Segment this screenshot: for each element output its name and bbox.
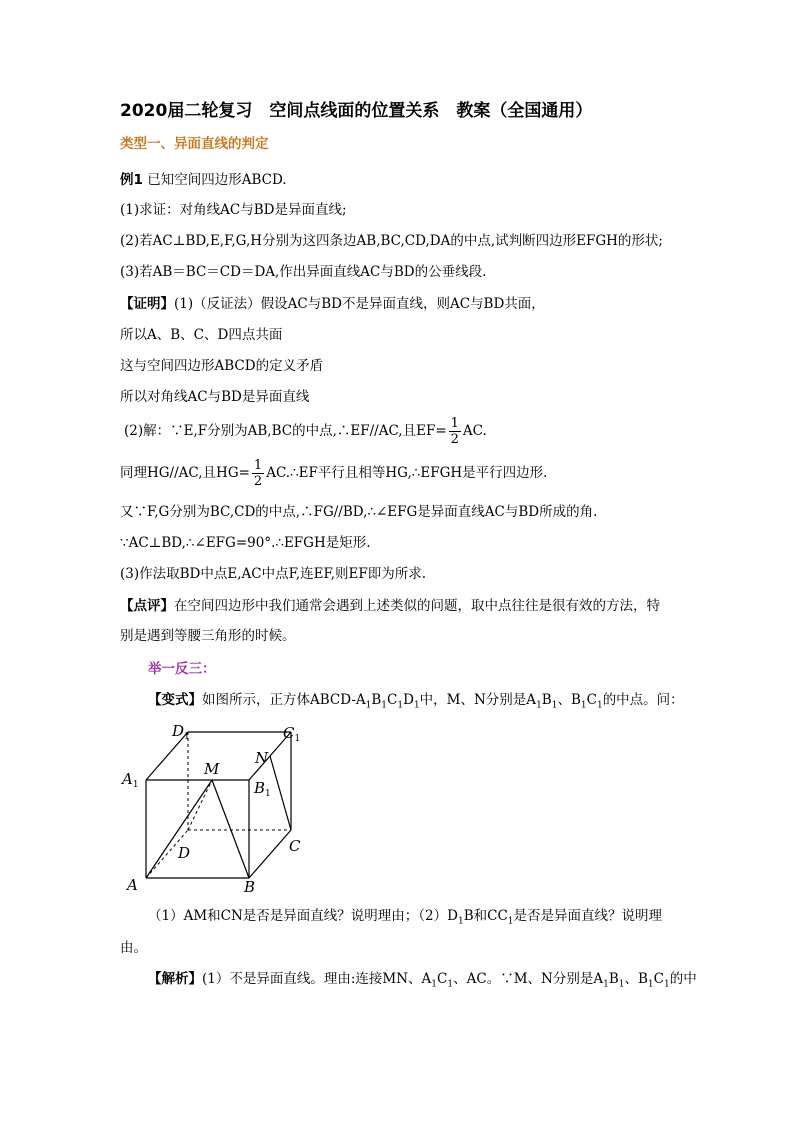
variant-text-i: 的中点。问： (602, 692, 684, 708)
variant-text-a: 如图所示，正方体ABCD-A (202, 692, 366, 708)
proof-l5-post: AC. (462, 423, 487, 439)
questions-line-2: 由。 (120, 940, 147, 956)
analysis-sub: 1 (603, 979, 609, 990)
analysis-sub: 1 (431, 979, 438, 990)
comment-label: 【点评】 (120, 598, 174, 614)
label-c1: $C_1$ (283, 724, 301, 744)
example-q3: (3)若AB＝BC＝CD＝DA,作出异面直线AC与BD的公垂线段. (120, 264, 487, 280)
analysis-text-d: B (608, 971, 619, 987)
label-c: C (289, 837, 301, 855)
comment-line-2: 别是遇到等腰三角形的时候。 (120, 628, 296, 644)
proof-l1: (1)（反证法）假设AC与BD不是异面直线，则AC与BD共面， (174, 296, 545, 312)
proof-line-3: 这与空间四边形ABCD的定义矛盾 (120, 358, 324, 374)
variant-sub: 1 (580, 700, 587, 711)
proof-line-4: 所以对角线AC与BD是异面直线 (120, 389, 310, 405)
example-q1: (1)求证：对角线AC与BD是异面直线; (120, 202, 347, 218)
fraction-numerator-2: 1 (253, 458, 263, 473)
variant-text-h: C (586, 692, 597, 708)
proof-label: 【证明】 (120, 296, 174, 312)
analysis-text-e: 、B (624, 971, 648, 987)
variant-sub: 1 (397, 700, 404, 711)
proof-line-9: (3)作法取BD中点E,AC中点F,连EF,则EF即为所求. (120, 566, 427, 582)
cube-figure (118, 718, 318, 898)
fraction-denominator-2: 2 (253, 474, 263, 489)
analysis-sub: 1 (663, 979, 670, 990)
label-b1: $B_1$ (254, 779, 271, 799)
analysis-text-g: 的中 (669, 971, 697, 987)
questions-line-1 (148, 906, 662, 932)
example-q2: (2)若AC⊥BD,E,F,G,H分别为这四条边AB,BC,CD,DA的中点,试判断四边形EFGH的形状; (120, 233, 663, 249)
edge-b-c (249, 830, 291, 878)
segment-mb (212, 780, 249, 878)
proof-line-5 (124, 414, 487, 448)
fraction-denominator: 2 (450, 432, 459, 447)
questions-text-c: 是否是异面直线？说明理 (513, 908, 663, 924)
proof-line-7: 又∵F,G分别为BC,CD的中点,∴FG//BD,∴∠EFG是异面直线AC与BD所成的角. (120, 504, 598, 520)
variant-text-c: C (387, 692, 398, 708)
practice-heading: 举一反三： (148, 661, 216, 677)
label-a1: $A_1$ (122, 770, 139, 790)
variant-text-b: B (371, 692, 382, 708)
variant-sub: 1 (365, 700, 372, 711)
proof-line-6 (120, 456, 547, 490)
variant-text-g: 、B (557, 692, 581, 708)
questions-sub: 1 (507, 916, 514, 927)
section-heading: 类型一、异面直线的判定 (120, 136, 269, 152)
label-n: N (255, 749, 269, 767)
variant-text-e: 中，M、N分别是A (419, 692, 537, 708)
variant-sub: 1 (551, 700, 558, 711)
fraction-half-2 (252, 458, 264, 489)
hidden-segment-dm (188, 780, 212, 830)
label-m: M (204, 760, 220, 778)
example-label: 例1 (120, 172, 143, 188)
proof-l5-pre: (2)解：∵E,F分别为AB,BC的中点,∴EF//AC,且EF= (124, 423, 447, 439)
proof-line-8: ∵AC⊥BD,∴∠EFG=90°.∴EFGH是矩形. (120, 535, 371, 551)
comment-l1: 在空间四边形中我们通常会遇到上述类似的问题，取中点往往是很有效的方法，特 (174, 598, 660, 614)
fraction-half (449, 416, 461, 447)
variant-line (148, 690, 684, 716)
label-d: D (178, 844, 191, 862)
analysis-text-c: 、AC。∵M、N分别是A (453, 971, 604, 987)
analysis-sub: 1 (447, 979, 454, 990)
questions-text-b: B和CC (463, 908, 508, 924)
label-d1: $D_1$ (172, 722, 190, 742)
variant-sub: 1 (413, 700, 420, 711)
analysis-text-b: C (437, 971, 448, 987)
analysis-line (148, 969, 697, 995)
analysis-text-a: (1）不是异面直线。理由:连接MN、A (202, 971, 432, 987)
example-stem-text: 已知空间四边形ABCD. (147, 172, 287, 188)
variant-label: 【变式】 (148, 692, 202, 708)
analysis-sub: 1 (618, 979, 625, 990)
example-stem (120, 170, 287, 190)
segment-am (146, 780, 212, 878)
variant-sub: 1 (596, 700, 603, 711)
variant-sub: 1 (536, 700, 542, 711)
segment-cn (270, 756, 291, 830)
variant-sub: 1 (381, 700, 388, 711)
proof-l6-pre: 同理HG//AC,且HG= (120, 465, 250, 481)
proof-line-2: 所以A、B、C、D四点共面 (120, 327, 283, 343)
label-a: A (127, 876, 138, 894)
analysis-sub: 1 (647, 979, 654, 990)
analysis-label: 【解析】 (148, 971, 202, 987)
label-b: B (244, 878, 256, 896)
page-title: 2020届二轮复习 空间点线面的位置关系 教案（全国通用） (120, 101, 593, 121)
proof-l6-post: AC.∴EF平行且相等HG,∴EFGH是平行四边形. (266, 465, 548, 481)
fraction-numerator: 1 (450, 416, 459, 431)
variant-text-f: B (541, 692, 552, 708)
questions-text-a: （1）AM和CN是否是异面直线？说明理由；（2）D (148, 908, 458, 924)
variant-text-d: D (403, 692, 414, 708)
comment-line-1 (120, 596, 660, 616)
questions-sub: 1 (457, 916, 464, 927)
analysis-text-f: C (653, 971, 664, 987)
proof-line-1 (120, 294, 545, 314)
